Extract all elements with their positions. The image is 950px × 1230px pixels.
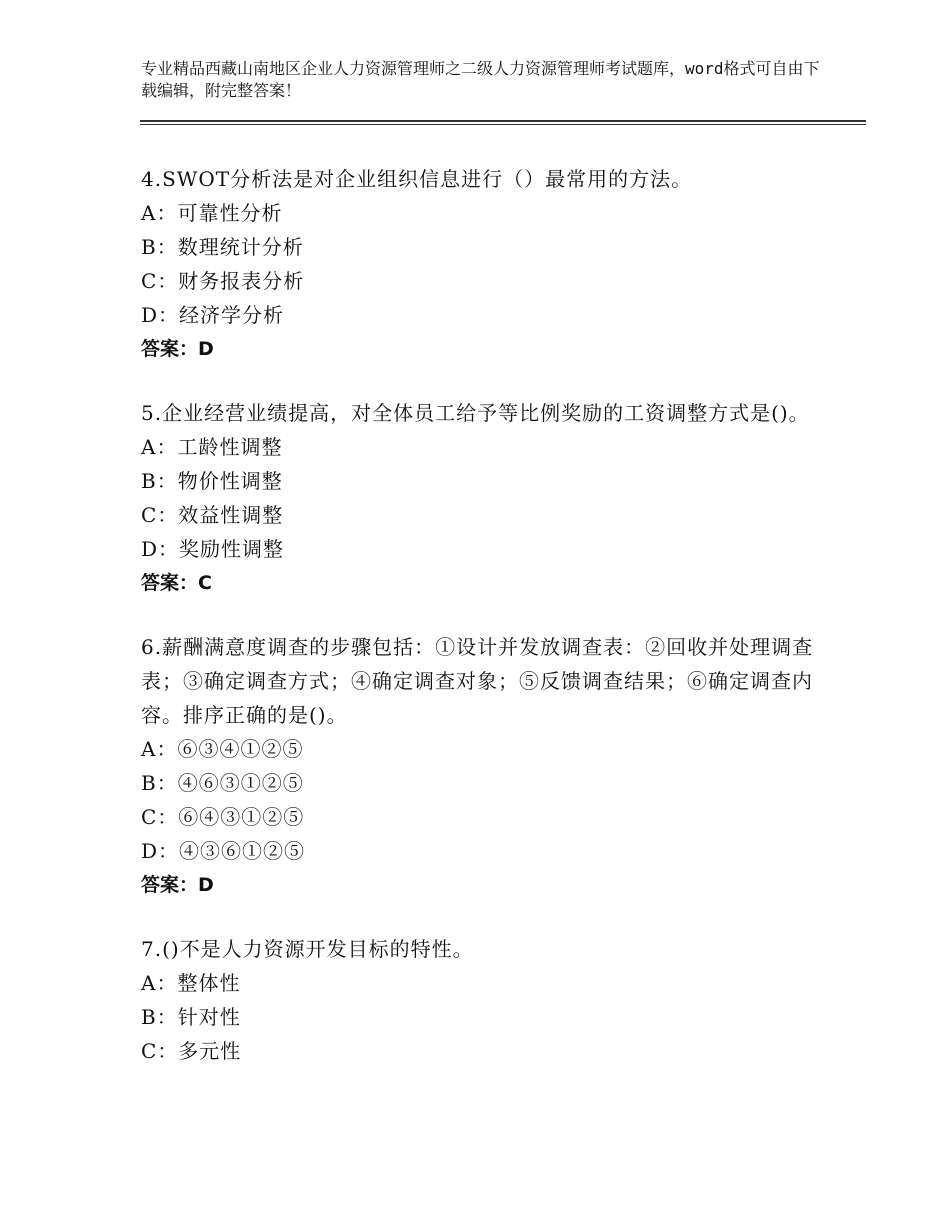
option-b: B：④⑥③①②⑤	[141, 771, 304, 795]
option-c: C：效益性调整	[141, 503, 284, 527]
option-a: A：整体性	[141, 971, 241, 995]
option-b: B：数理统计分析	[141, 235, 304, 259]
option-b: B：物价性调整	[141, 469, 283, 493]
question-text: 4.SWOT分析法是对企业组织信息进行（）最常用的方法。	[141, 167, 693, 191]
header-divider	[140, 120, 866, 122]
option-a: A：工龄性调整	[141, 435, 283, 459]
option-c: C：⑥④③①②⑤	[141, 805, 305, 829]
question-text: 7.()不是人力资源开发目标的特性。	[141, 937, 474, 961]
question-6	[141, 630, 841, 902]
option-c: C：财务报表分析	[141, 269, 305, 293]
option-d: D：④③⑥①②⑤	[141, 839, 306, 863]
answer: 答案：C	[141, 572, 212, 594]
answer: 答案：D	[141, 874, 214, 896]
option-d: D：经济学分析	[141, 303, 285, 327]
option-d: D：奖励性调整	[141, 537, 285, 561]
document-header: 专业精品西藏山南地区企业人力资源管理师之二级人力资源管理师考试题库，word格式可自由下载编辑，附完整答案！	[141, 59, 820, 100]
answer: 答案：D	[141, 338, 214, 360]
question-list	[141, 162, 841, 1098]
header-divider-thin	[140, 124, 866, 125]
question-7	[141, 932, 841, 1068]
question-4	[141, 162, 841, 366]
question-5	[141, 396, 841, 600]
option-a: A：⑥③④①②⑤	[141, 737, 304, 761]
question-text: 5.企业经营业绩提高，对全体员工给予等比例奖励的工资调整方式是()。	[141, 401, 810, 425]
option-a: A：可靠性分析	[141, 201, 283, 225]
question-text: 6.薪酬满意度调查的步骤包括：①设计并发放调查表：②回收并处理调查表；③确定调查方式；④确定调查对象；⑤反馈调查结果；⑥确定调查内容。排序正确的是()。	[141, 635, 814, 727]
option-b: B：针对性	[141, 1005, 241, 1029]
option-c: C：多元性	[141, 1039, 242, 1063]
